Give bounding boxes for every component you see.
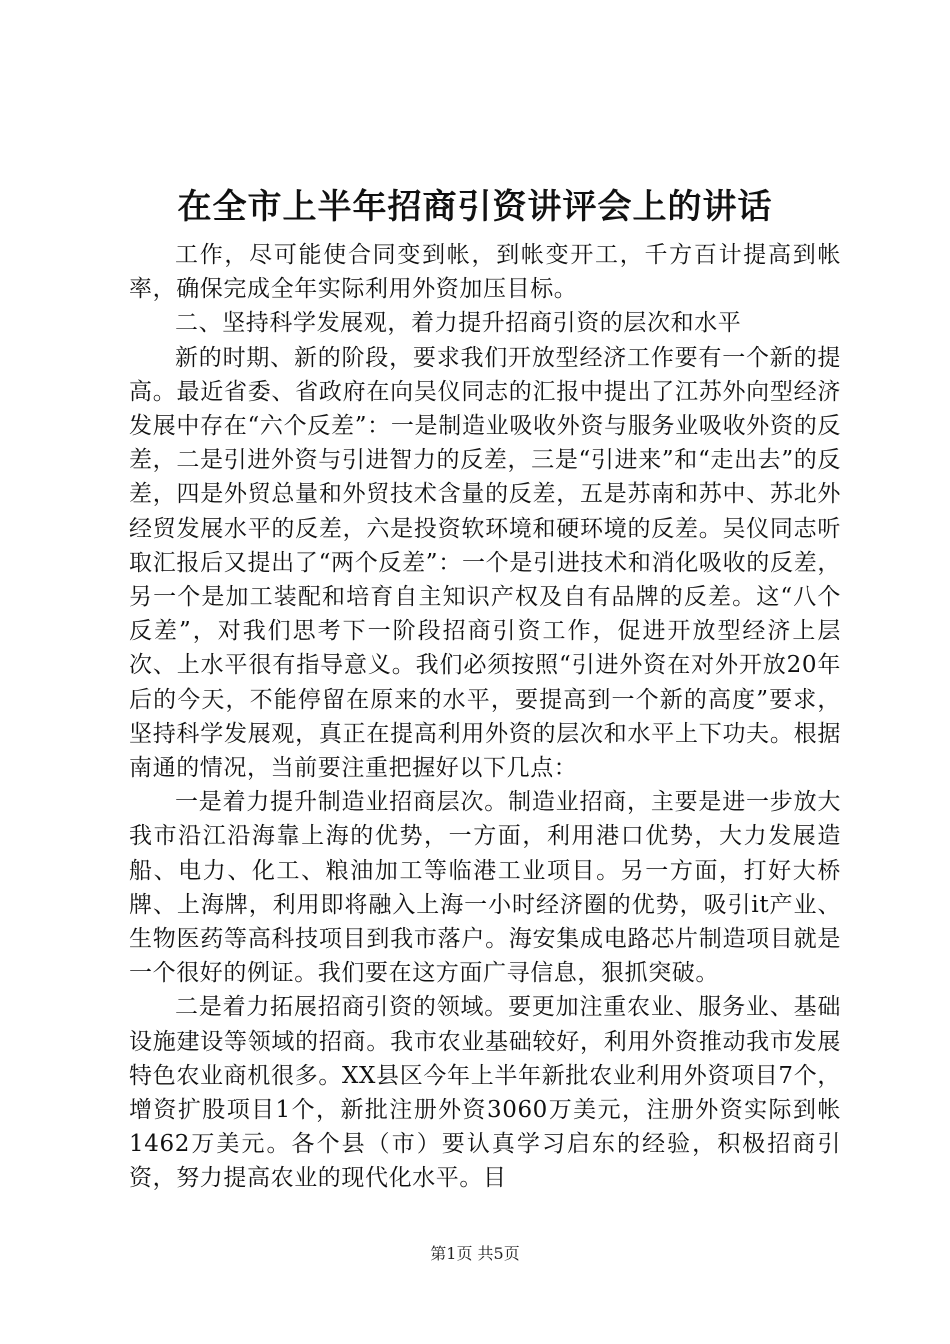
paragraph-2: 新的时期、新的阶段，要求我们开放型经济工作要有一个新的提高。最近省委、省政府在向吴仪同志的汇报中提出了江苏外向型经济发展中存在“六个反差”：一是制造业吸收外资与服务业吸收外资的反差，二是引进外资与引进智力的反差，三是“引进来”和“走出去”的反差，四是外贸总量和外贸技术含量的反差，五是苏南和苏中、苏北外经贸发展水平的反差，六是投资软环境和硬环境的反差。吴仪同志听取汇报后又提出了“两个反差”：一个是引进技术和消化吸收的反差，另一个是加工装配和培育自主知识产权及自有品牌的反差。这“八个反差”，对我们思考下一阶段招商引资工作，促进开放型经济上层次、上水平很有指导意义。我们必须按照“引进外资在对外开放20年后的今天，不能停留在原来的水平，要提高到一个新的高度”要求，坚持科学发展观，真正在提高利用外资的层次和水平上下功夫。根据南通的情况，当前要注重把握好以下几点： bbox=[129, 344, 841, 782]
paragraph-1: 工作，尽可能使合同变到帐，到帐变开工，千方百计提高到帐率，确保完成全年实际利用外资加压目标。 bbox=[129, 242, 841, 303]
paragraph-4: 二是着力拓展招商引资的领域。要更加注重农业、服务业、基础设施建设等领域的招商。我市农业基础较好，利用外资推动我市发展特色农业商机很多。XX县区今年上半年新批农业利用外资项目7个，增资扩股项目1个，新批注册外资3060万美元，注册外资实际到帐1462万美元。各个县（市）要认真学习启东的经验，积极招商引资，努力提高农业的现代化水平。目 bbox=[129, 994, 841, 1192]
document-title: 在全市上半年招商引资讲评会上的讲话 bbox=[177, 187, 773, 227]
page-footer: 第1页 共5页 bbox=[430, 1244, 520, 1263]
document-body bbox=[129, 238, 841, 1196]
paragraph-3: 一是着力提升制造业招商层次。制造业招商，主要是进一步放大我市沿江沿海靠上海的优势，一方面，利用港口优势，大力发展造船、电力、化工、粮油加工等临港工业项目。另一方面，打好大桥牌、上海牌，利用即将融入上海一小时经济圈的优势，吸引it产业、生物医药等高科技项目到我市落户。海安集成电路芯片制造项目就是一个很好的例证。我们要在这方面广寻信息，狠抓突破。 bbox=[129, 789, 841, 987]
section-heading: 二、坚持科学发展观，着力提升招商引资的层次和水平 bbox=[175, 310, 742, 337]
